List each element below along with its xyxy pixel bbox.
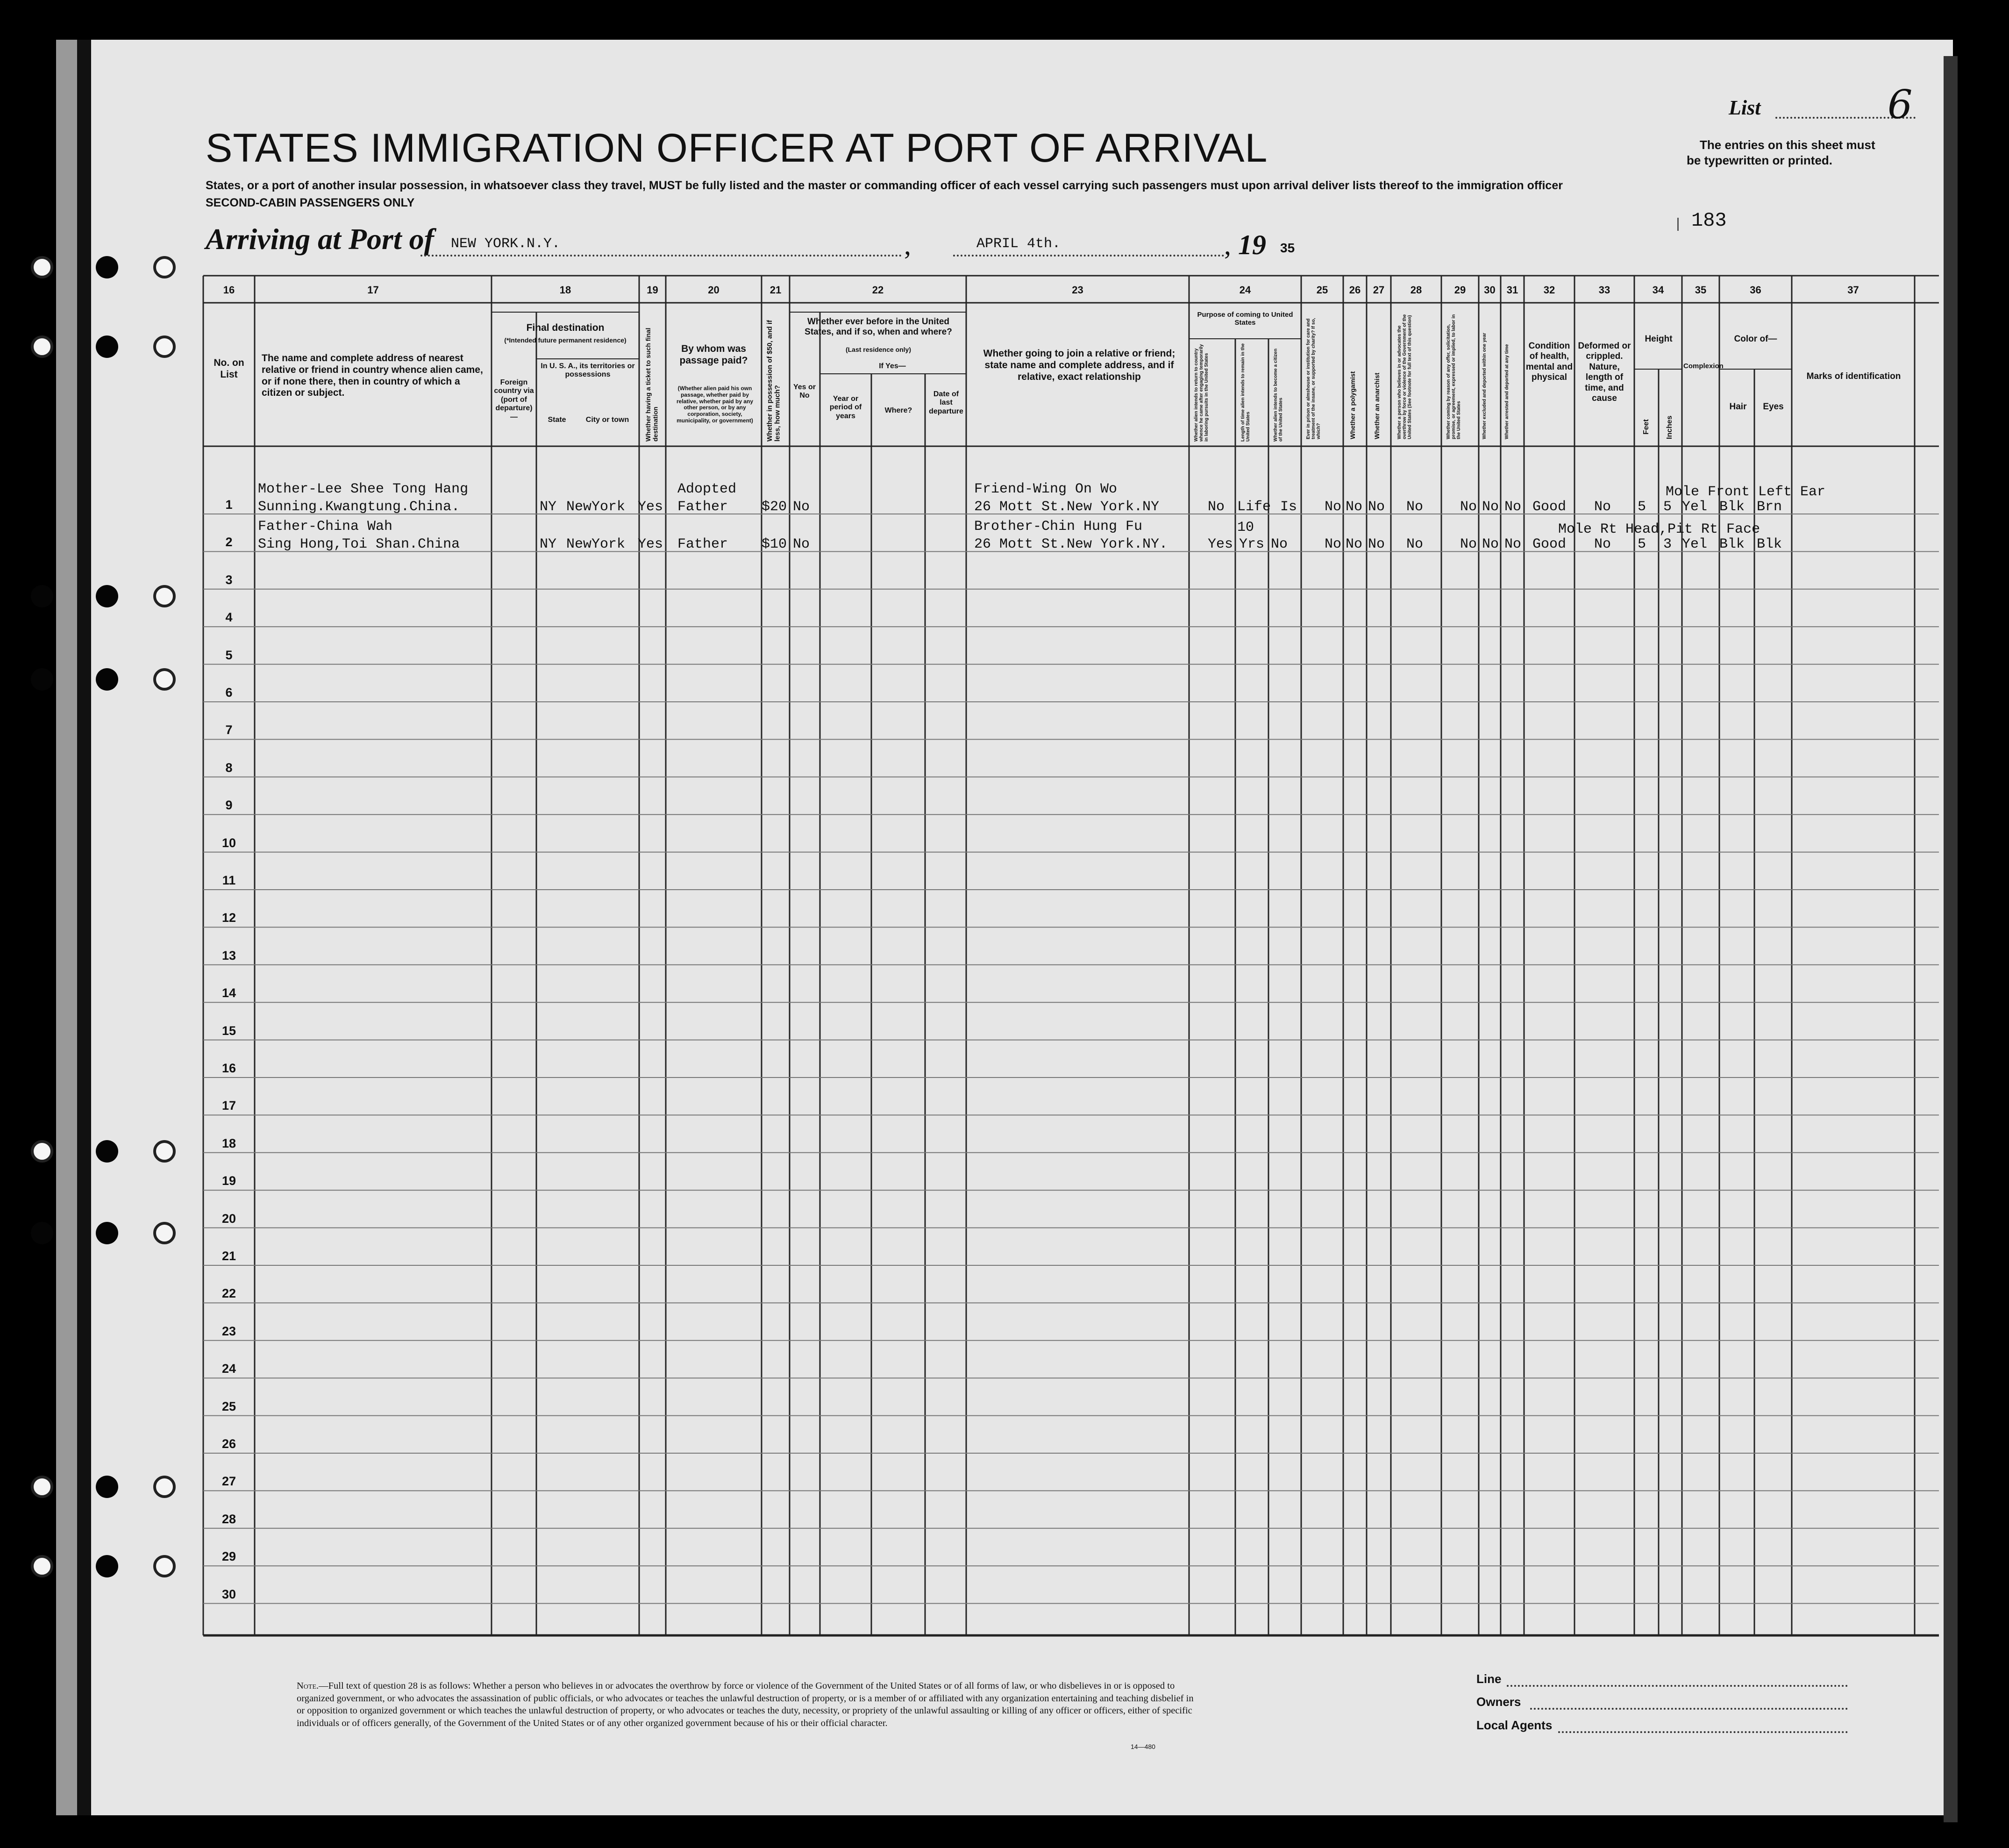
- row2-contract-labor: No: [1460, 536, 1477, 552]
- row1-ticket: Yes: [638, 499, 663, 515]
- line-field: [1507, 1685, 1848, 1687]
- row1-eyes: Brn: [1757, 499, 1782, 515]
- row-number: 9: [225, 798, 233, 813]
- header-purpose-length: Length of time alien intends to remain in the United States: [1240, 343, 1251, 442]
- page-subtitle: States, or a port of another insular possession, in whatsoever class they travel, MUST be fully listed and the master or commanding officer of each vessel carrying such passengers must upon arrival deliver lists thereof to the immigration officer: [206, 179, 1563, 192]
- col-num-28: 28: [1410, 284, 1422, 296]
- header-purpose-return: Whether alien intends to return to country whence he came after engaging temporarily in laboring pursuits in the United States: [1194, 344, 1209, 442]
- header-feet: Feet: [1642, 419, 1650, 435]
- col-num-24: 24: [1239, 284, 1251, 296]
- row-number: 14: [221, 986, 236, 1000]
- header-nearest-relative: The name and complete address of nearest relative or friend in country whence alien came, or if none there, then in country of which a citizen or subject.: [262, 353, 483, 399]
- footnote-lead: Note.: [297, 1681, 319, 1691]
- comma: ,: [904, 229, 911, 260]
- header-ever-before-note: (Last residence only): [845, 346, 912, 353]
- row2-join-address: 26 Mott St.New York.NY.: [974, 536, 1168, 552]
- row-number: 23: [221, 1324, 236, 1338]
- row1-join-address: 26 Mott St.New York.NY: [974, 499, 1160, 515]
- col-num-27: 27: [1373, 284, 1385, 296]
- header-polygamist: Whether a polygamist: [1349, 371, 1356, 439]
- instructions-line-1: The entries on this sheet must: [1700, 138, 1875, 152]
- row2-arrested: No: [1504, 536, 1522, 552]
- row-number: 4: [225, 610, 233, 625]
- col-num-26: 26: [1349, 284, 1361, 296]
- port-value: NEW YORK.N.Y.: [451, 236, 561, 252]
- col-num-21: 21: [769, 284, 782, 296]
- arriving-label: Arriving at Port of: [206, 222, 434, 256]
- col-num-30: 30: [1484, 284, 1496, 296]
- row1-city: NewYork: [566, 499, 626, 515]
- row-number: 27: [221, 1474, 236, 1489]
- list-number: 6: [1888, 82, 1913, 128]
- header-city: City or town: [585, 416, 629, 424]
- form-number: 14—480: [1131, 1743, 1155, 1750]
- col-num-36: 36: [1750, 284, 1761, 296]
- row-number: 29: [221, 1549, 236, 1564]
- row2-purpose-length-top: 10: [1237, 520, 1254, 535]
- instructions-line-2: be typewritten or printed.: [1687, 153, 1833, 167]
- row-number: 16: [221, 1061, 236, 1075]
- comma: ,: [1224, 229, 1231, 260]
- row1-inches: 5: [1663, 499, 1672, 515]
- col-num-23: 23: [1072, 284, 1083, 296]
- owners-label: Owners: [1476, 1695, 1521, 1709]
- col-num-17: 17: [367, 284, 379, 296]
- header-final-destination: Final destination: [526, 322, 605, 333]
- col-num-16: 16: [223, 284, 235, 296]
- col-num-20: 20: [708, 284, 720, 296]
- col-num-33: 33: [1598, 284, 1610, 296]
- row2-relative-name: Father-China Wah: [258, 519, 393, 535]
- footnote-text: —Full text of question 28 is as follows: Whether a person who believes in or advocates the overthrow by force or violence of the Government of the United States or of all forms of law, or who disbelieves in or is opposed to organized government, or who advocates the assassination of public officials, or who advocates or teaches the unlawful destruction of property, or is a member of or affiliated with any organization entertaining and teaching disbelief in or opposition to organized government or which teaches the unlawful destruction of property, or who advocates or teaches the duty, necessity, or propriety of the unlawful assaulting or killing of any officer or officers, either of specific individuals or of officers generally, of the Government of the United States or of any other organized government because of his or their official character.: [297, 1681, 1194, 1728]
- row-number: 24: [221, 1362, 236, 1376]
- row1-marks: Mole Front Left Ear: [1666, 484, 1826, 500]
- row1-relative-address: Sunning.Kwangtung.China.: [258, 499, 460, 515]
- row-number: 21: [221, 1249, 236, 1263]
- header-inches: Inches: [1666, 415, 1674, 439]
- row2-purpose-return: Yes: [1208, 536, 1233, 552]
- row2-health: Good: [1532, 536, 1567, 552]
- header-where: Where?: [884, 407, 912, 414]
- year-prefix: 19: [1238, 229, 1266, 260]
- row1-prison: No: [1325, 499, 1342, 515]
- year-suffix: 35: [1280, 241, 1295, 255]
- header-prison: Ever in prison or almshouse or institution for care and treatment of the insane, or supported by charity? If so, which?: [1306, 318, 1321, 439]
- header-join-relative: Whether going to join a relative or friend; state name and complete address, and if relative, exact relationship: [983, 348, 1175, 382]
- row1-purpose-return: No: [1208, 499, 1225, 515]
- row-number: 1: [225, 498, 233, 512]
- row1-hair: Blk: [1719, 499, 1745, 515]
- row1-relative-name: Mother-Lee Shee Tong Hang: [258, 481, 469, 497]
- row2-overthrow: No: [1406, 536, 1424, 552]
- row1-paid-by-1: Adopted: [677, 481, 737, 497]
- row-number: 25: [221, 1399, 236, 1413]
- row-number: 22: [221, 1286, 236, 1301]
- header-color-of: Color of—: [1734, 334, 1777, 344]
- header-yes-no: Yes or No: [793, 383, 816, 400]
- row-number: 11: [222, 873, 236, 887]
- row2-ticket: Yes: [638, 536, 663, 552]
- footnote: [297, 1680, 1194, 1730]
- col-num-31: 31: [1506, 284, 1518, 296]
- date-value: APRIL 4th.: [976, 236, 1061, 252]
- list-label: List: [1729, 96, 1761, 119]
- header-hair: Hair: [1729, 402, 1747, 412]
- agents-label: Local Agents: [1476, 1718, 1553, 1732]
- row1-overthrow: No: [1406, 499, 1424, 515]
- row2-purpose-length: Yrs: [1239, 536, 1265, 552]
- header-no-on-list: No. on List: [214, 357, 244, 380]
- header-height: Height: [1645, 334, 1673, 344]
- row-number: 13: [221, 948, 236, 963]
- row2-state: NY: [540, 536, 557, 552]
- row2-eyes: Blk: [1757, 536, 1782, 552]
- row1-paid-by-2: Father: [677, 499, 728, 515]
- header-if-yes: If Yes—: [879, 362, 906, 370]
- row1-deformed: No: [1594, 499, 1611, 515]
- row2-purpose-citizen: No: [1271, 536, 1288, 552]
- header-year-period: Year or period of years: [829, 395, 862, 420]
- row2-prison: No: [1325, 536, 1342, 552]
- row-number: 26: [221, 1437, 236, 1451]
- header-purpose-citizen: Whether alien intends to become a citizen of the United States: [1273, 349, 1283, 442]
- row-number: 8: [225, 760, 233, 775]
- col-num-32: 32: [1543, 284, 1555, 296]
- row2-hair: Blk: [1719, 536, 1745, 552]
- cabin-class: SECOND-CABIN PASSENGERS ONLY: [206, 196, 415, 209]
- header-excluded: Whether excluded and deported within one year: [1482, 333, 1487, 439]
- header-paid-by: By whom was passage paid?: [679, 343, 748, 366]
- header-deformed: Deformed or crippled. Nature, length of time, and cause: [1578, 341, 1631, 404]
- row2-anarchist: No: [1368, 536, 1385, 552]
- row2-ever-before: No: [793, 536, 810, 552]
- header-purpose: Purpose of coming to United States: [1197, 311, 1293, 327]
- row1-purpose-length: Life: [1237, 499, 1271, 515]
- row2-feet: 5: [1638, 536, 1646, 552]
- row1-anarchist: No: [1368, 499, 1385, 515]
- row-number: 5: [225, 648, 233, 662]
- row2-excluded: No: [1482, 536, 1499, 552]
- header-health: Condition of health, mental and physical: [1525, 341, 1573, 383]
- row-number: 10: [221, 835, 236, 850]
- row1-arrested: No: [1504, 499, 1522, 515]
- col-num-19: 19: [647, 284, 658, 296]
- col-num-35: 35: [1695, 284, 1707, 296]
- page-number: 183: [1691, 209, 1727, 232]
- row-number: 30: [221, 1587, 236, 1601]
- row2-deformed: No: [1594, 536, 1611, 552]
- row2-marks: Mole Rt Head,Pit Rt Face: [1558, 521, 1760, 537]
- row-number: 28: [221, 1512, 236, 1526]
- row1-contract-labor: No: [1460, 499, 1477, 515]
- row1-polygamist: No: [1346, 499, 1363, 515]
- header-ticket: Whether having a ticket to such final destination: [644, 328, 659, 442]
- header-eyes: Eyes: [1763, 402, 1784, 412]
- page-title: STATES IMMIGRATION OFFICER AT PORT OF ARRIVAL: [206, 126, 1268, 171]
- header-state: State: [548, 416, 566, 424]
- row-number: 15: [221, 1023, 236, 1038]
- row1-purpose-citizen: Is: [1280, 499, 1297, 515]
- row-number: 17: [221, 1099, 236, 1113]
- row1-excluded: No: [1482, 499, 1499, 515]
- row1-money: $20: [762, 499, 787, 515]
- row-number: 3: [225, 572, 233, 587]
- col-num-37: 37: [1847, 284, 1859, 296]
- row1-feet: 5: [1638, 499, 1646, 515]
- row1-ever-before: No: [793, 499, 810, 515]
- owners-field: [1530, 1708, 1848, 1710]
- header-ever-before: Whether ever before in the United States, and if so, when and where?: [805, 317, 952, 337]
- header-complexion: Complexion: [1683, 362, 1724, 370]
- header-marks: Marks of identification: [1806, 371, 1901, 381]
- header-foreign-country: Foreign country via (port of departure)—: [494, 378, 534, 421]
- header-final-destination-note: (*Intended future permanent residence): [504, 336, 627, 344]
- header-overthrow: Whether a person who believes in or advocates the overthrow by force or violence of the Government of the United States (See footnote for full text of this question): [1397, 314, 1412, 439]
- row-number: 20: [221, 1211, 236, 1226]
- row-number: 6: [225, 685, 233, 699]
- row2-inches: 3: [1663, 536, 1672, 552]
- line-label: Line: [1476, 1672, 1502, 1686]
- row1-health: Good: [1532, 499, 1567, 515]
- col-num-18: 18: [559, 284, 571, 296]
- row2-paid-by-2: Father: [677, 536, 728, 552]
- row1-state: NY: [540, 499, 557, 515]
- row1-join-name: Friend-Wing On Wo: [974, 481, 1118, 497]
- header-arrested: Whether arrested and deported at any time: [1504, 344, 1510, 439]
- row-number: 18: [221, 1136, 236, 1150]
- row-number: 2: [225, 535, 233, 549]
- col-num-25: 25: [1316, 284, 1328, 296]
- row2-complexion: Yel: [1682, 536, 1708, 552]
- row2-city: NewYork: [566, 536, 626, 552]
- row-number: 12: [221, 911, 236, 925]
- header-anarchist: Whether an anarchist: [1373, 372, 1381, 439]
- col-num-34: 34: [1652, 284, 1664, 296]
- row2-money: $10: [762, 536, 787, 552]
- row2-join-name: Brother-Chin Hung Fu: [974, 519, 1143, 535]
- header-in-usa: In U. S. A., its territories or possessions: [541, 362, 635, 379]
- header-paid-by-note: (Whether alien paid his own passage, whether paid by relative, whether paid by any other person, or by any corporation, society, municipality, or government): [676, 385, 754, 424]
- row2-polygamist: No: [1346, 536, 1363, 552]
- agents-field: [1558, 1731, 1848, 1733]
- row-number: 19: [221, 1174, 236, 1188]
- header-possession: Whether in possession of $50, and if less, how much?: [766, 320, 782, 442]
- row1-complexion: Yel: [1682, 499, 1708, 515]
- row2-relative-address: Sing Hong,Toi Shan.China: [258, 536, 460, 552]
- col-num-29: 29: [1454, 284, 1466, 296]
- row-number: 7: [225, 723, 233, 737]
- header-contract-labor: Whether coming by reason of any offer, solicitation, promise, or agreement, expressed or implied, to labor in the United States: [1446, 314, 1461, 439]
- header-date-last: Date of last departure: [929, 390, 963, 415]
- col-num-22: 22: [872, 284, 884, 296]
